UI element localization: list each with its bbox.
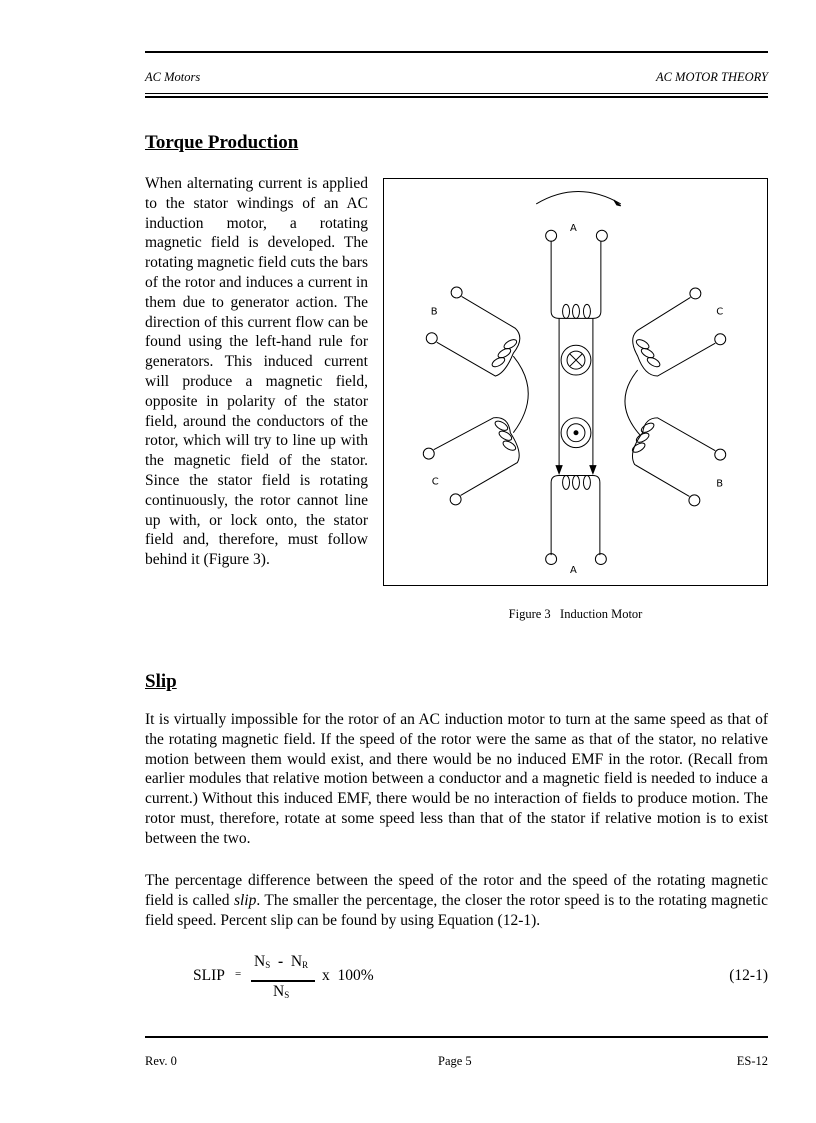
header-rule-double [145, 93, 768, 94]
label-a-bottom: A [570, 565, 577, 577]
eq-numerator: $N_S - N_R$ [254, 953, 309, 970]
text: . The smaller the percentage, the closer the rotor speed is to the rotating magnetic field speed. Percent slip can be found by using Equation (12-1). [145, 891, 768, 929]
footer-rule [145, 1036, 768, 1038]
slip-paragraph-1 [145, 710, 768, 849]
label-a-top: A [570, 222, 577, 234]
section-title-torque: Torque Production [145, 132, 299, 153]
footer-page: Page 5 [438, 1054, 472, 1068]
induction-motor-diagram [384, 179, 767, 585]
label-c-right: C [716, 306, 724, 318]
equation-number: (12-1) [729, 967, 768, 984]
paragraph-text: It is virtually impossible for the rotor of an AC induction motor to turn at the same speed as that of the rotating magnetic field. If the speed of the rotor were the same as that of the stator, no relative motion between them would exist, and there would be no induced EMF in the rotor. (Recall from earlier modules that relative motion between a conductor and a magnetic field is needed to induce a current.) Without this induced EMF, there would be no interaction of fields to produce motion. The rotor must, therefore, rotate at some speed less than that of the stator if relative motion is to exist between the two. [145, 711, 768, 847]
figure-induction-motor [383, 178, 768, 586]
torque-paragraph [145, 174, 368, 570]
fraction-bar [251, 980, 315, 982]
eq-times: x 100% [322, 967, 374, 984]
header-left: AC Motors [145, 70, 201, 84]
label-b-left: B [430, 306, 438, 318]
paragraph-text: When alternating current is applied to the stator windings of an AC induction motor, a rotating magnetic field is developed. The rotating magnetic field cuts the bars of the rotor and induces a current in them due to generator action. The direction of this current flow can be found using the left-hand rule for generators. This induced current will produce a magnetic field, opposite in polarity of the stator field, around the conductors of the rotor, which will try to line up with the magnetic field of the stator. Since the stator field is rotating continuously, the rotor cannot line up with, or lock onto, the stator field and, therefore, must follow behind it (Figure 3). [145, 175, 368, 569]
header-rule-double [145, 96, 768, 98]
rotation-arrow [536, 191, 621, 203]
header-right: AC MOTOR THEORY [655, 70, 768, 84]
term-slip: slip [233, 891, 257, 909]
label-b-right: B [716, 478, 724, 490]
figure-caption: Figure 3 Induction Motor [508, 607, 643, 621]
section-title-slip: Slip [145, 671, 177, 692]
footer-revision: Rev. 0 [145, 1054, 177, 1068]
header-rule-top [145, 51, 768, 53]
label-c-left: C [431, 476, 439, 488]
eq-lhs: SLIP [193, 967, 225, 984]
eq-equals: = [235, 968, 242, 980]
slip-paragraph-2 [145, 871, 768, 930]
footer-doc-id: ES-12 [736, 1054, 768, 1068]
text: The percentage difference between the speed of the rotor and the speed of the rotating magnetic field is called [145, 872, 768, 909]
eq-denominator: $N_S$ [273, 983, 290, 1000]
